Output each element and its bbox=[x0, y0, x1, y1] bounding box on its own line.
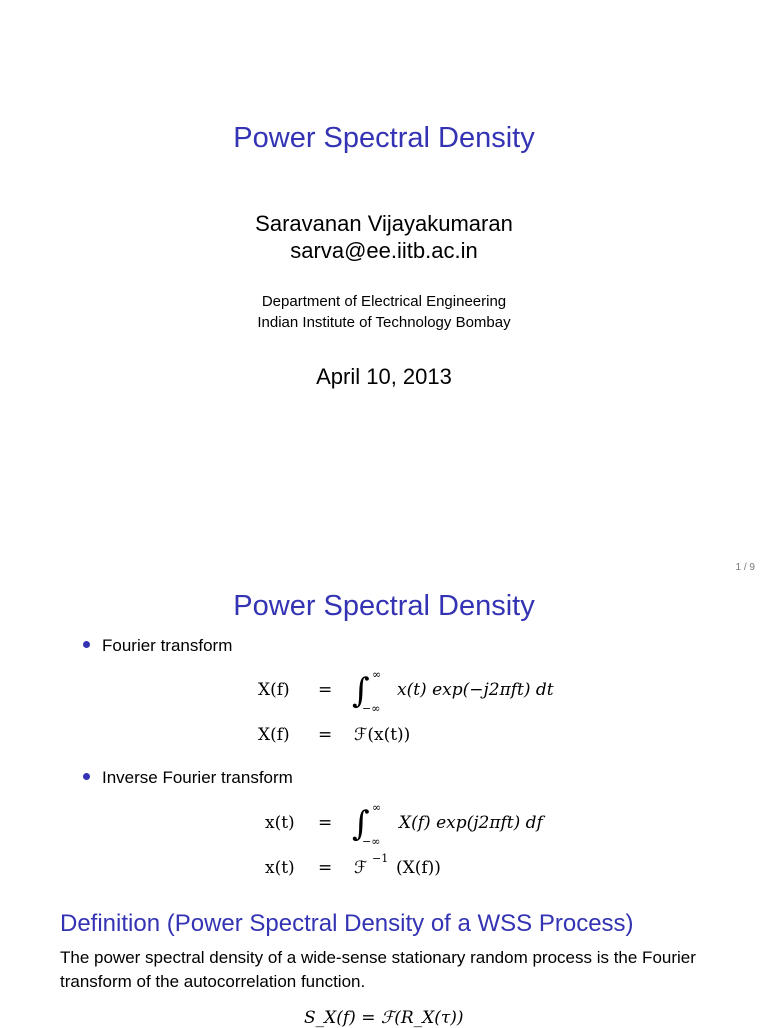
definition-equation: S_X(f) = ℱ(R_X(τ)) bbox=[304, 1008, 464, 1028]
integral-upper: ∞ bbox=[372, 668, 382, 681]
integral-upper: ∞ bbox=[372, 801, 382, 814]
bullet-icon bbox=[83, 641, 90, 648]
equals-sign: = bbox=[318, 858, 333, 878]
department: Department of Electrical Engineering bbox=[261, 293, 507, 310]
integral-sign: ∫ bbox=[352, 671, 370, 711]
equals-sign: = bbox=[318, 680, 333, 700]
definition-body: The power spectral density of a wide-sense stationary random process is the Fourier transform of the autocorrelation function. bbox=[60, 948, 696, 991]
institute: Indian Institute of Technology Bombay bbox=[257, 314, 511, 331]
equals-sign: = bbox=[318, 813, 333, 833]
slide-title: Power Spectral Density bbox=[233, 590, 535, 622]
bullet-icon bbox=[83, 773, 90, 780]
definition-title: Definition (Power Spectral Density of a WSS Process) bbox=[60, 910, 634, 937]
equation-lhs: X(f) bbox=[258, 725, 290, 745]
page-number: 1 / 9 bbox=[735, 562, 755, 573]
content-slide bbox=[0, 580, 768, 1028]
equals-sign: = bbox=[318, 725, 333, 745]
bullet-label: Fourier transform bbox=[102, 636, 233, 655]
equation-rhs: x(t) exp(−j2πft) dt bbox=[397, 680, 554, 700]
inverse-fourier-operator: ℱ bbox=[354, 858, 368, 878]
author-email: sarva@ee.iitb.ac.in bbox=[290, 238, 478, 263]
author-name: Saravanan Vijayakumaran bbox=[255, 211, 513, 236]
equation-lhs: x(t) bbox=[265, 813, 295, 833]
equation-rhs: X(f) exp(j2πft) df bbox=[399, 813, 543, 833]
date: April 10, 2013 bbox=[316, 364, 452, 389]
integral-sign: ∫ bbox=[352, 804, 370, 844]
integral-lower: −∞ bbox=[362, 702, 381, 715]
bullet-fourier bbox=[83, 636, 232, 656]
inverse-superscript: −1 bbox=[372, 852, 389, 865]
integral-lower: −∞ bbox=[362, 835, 381, 848]
equation-rhs: ℱ(x(t)) bbox=[354, 725, 411, 745]
equation-lhs: x(t) bbox=[265, 858, 295, 878]
bullet-inverse-fourier bbox=[83, 768, 293, 788]
bullet-label: Inverse Fourier transform bbox=[102, 768, 293, 787]
slide-title: Power Spectral Density bbox=[233, 122, 535, 154]
equation-lhs: X(f) bbox=[258, 680, 290, 700]
equation-rhs: (X(f)) bbox=[396, 858, 441, 878]
